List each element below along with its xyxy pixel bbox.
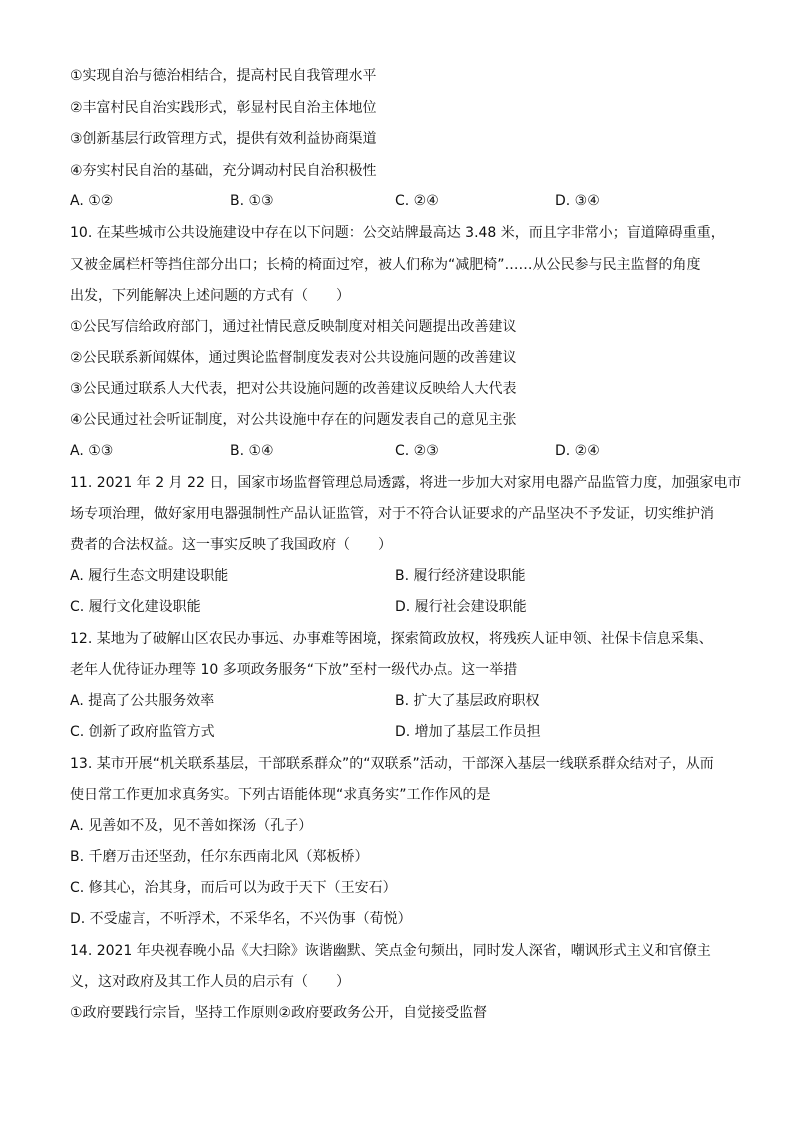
q10-item-1: ①公民写信给政府部门，通过社情民意反映制度对相关问题提出改善建议	[70, 319, 517, 335]
q13-option-d: D. 不受虚言，不听浮术，不采华名，不兴伪事（荀悦）	[70, 911, 412, 927]
q9-item-4: ④夯实村民自治的基础，充分调动村民自治积极性	[70, 163, 377, 179]
q13-option-c: C. 修其心，治其身，而后可以为政于天下（王安石）	[70, 880, 397, 896]
q10-item-3: ③公民通过联系人大代表，把对公共设施问题的改善建议反映给人大代表	[70, 381, 517, 397]
q13-option-a: A. 见善如不及，见不善如探汤（孔子）	[70, 818, 313, 834]
q11-option-a: A. 履行生态文明建设职能	[70, 568, 229, 584]
q11-option-b: B. 履行经济建设职能	[395, 568, 526, 584]
q10-option-b: B. ①④	[230, 443, 274, 459]
q10-option-c: C. ②③	[395, 443, 439, 459]
q10-stem-line-3: 出发，下列能解决上述问题的方式有（ ）	[70, 288, 350, 304]
q13-stem-line-2: 使日常工作更加求真务实。下列古语能体现“求真务实”工作作风的是	[70, 787, 491, 803]
q10-item-2: ②公民联系新闻媒体，通过舆论监督制度发表对公共设施问题的改善建议	[70, 350, 517, 366]
q12-option-c: C. 创新了政府监管方式	[70, 724, 215, 740]
q13-stem-line-1: 13. 某市开展“机关联系基层，干部联系群众”的“双联系”活动，干部深入基层一线联系群众结对子，从而	[70, 756, 714, 772]
q12-stem-line-1: 12. 某地为了破解山区农民办事远、办事难等困境，探索简政放权，将残疾人证申领、社保卡信息采集、	[70, 631, 713, 647]
q10-item-4: ④公民通过社会听证制度，对公共设施中存在的问题发表自己的意见主张	[70, 412, 517, 428]
q11-stem-line-1: 11. 2021 年 2 月 22 日，国家市场监督管理总局透露，将进一步加大对家用电器产品监管力度，加强家电市	[70, 475, 742, 491]
q10-stem-line-2: 又被金属栏杆等挡住部分出口；长椅的椅面过窄，被人们称为“减肥椅”……从公民参与民主监督的角度	[70, 257, 701, 273]
q9-option-c: C. ②④	[395, 193, 439, 209]
q9-option-b: B. ①③	[230, 193, 274, 209]
q9-item-3: ③创新基层行政管理方式，提供有效利益协商渠道	[70, 131, 377, 147]
q12-option-b: B. 扩大了基层政府职权	[395, 693, 540, 709]
q12-stem-line-2: 老年人优待证办理等 10 多项政务服务“下放”至村一级代办点。这一举措	[70, 662, 518, 678]
q12-option-d: D. 增加了基层工作员担	[395, 724, 541, 740]
q10-option-a: A. ①③	[70, 443, 114, 459]
q11-stem-line-2: 场专项治理，做好家用电器强制性产品认证监管，对于不符合认证要求的产品坚决不予发证，切实维护消	[70, 506, 714, 522]
q9-item-1: ①实现自治与德治相结合，提高村民自我管理水平	[70, 68, 377, 84]
q10-option-d: D. ②④	[555, 443, 600, 459]
q11-stem-line-3: 费者的合法权益。这一事实反映了我国政府（ ）	[70, 537, 392, 553]
q10-stem-line-1: 10. 在某些城市公共设施建设中存在以下问题：公交站牌最高达 3.48 米，而且字非常小；盲道障碍重重，	[70, 225, 725, 241]
q9-option-a: A. ①②	[70, 193, 114, 209]
q14-stem-line-2: 义，这对政府及其工作人员的启示有（ ）	[70, 974, 350, 990]
q11-option-c: C. 履行文化建设职能	[70, 599, 201, 615]
q12-option-a: A. 提高了公共服务效率	[70, 693, 215, 709]
q13-option-b: B. 千磨万击还坚劲，任尔东西南北风（郑板桥）	[70, 849, 369, 865]
q9-option-d: D. ③④	[555, 193, 600, 209]
q14-item-1: ①政府要践行宗旨，坚持工作原则②政府要政务公开，自觉接受监督	[70, 1005, 488, 1021]
q11-option-d: D. 履行社会建设职能	[395, 599, 527, 615]
q9-item-2: ②丰富村民自治实践形式，彰显村民自治主体地位	[70, 100, 377, 116]
q14-stem-line-1: 14. 2021 年央视春晚小品《大扫除》诙谐幽默、笑点金句频出，同时发人深省，嘲讽形式主义和官僚主	[70, 943, 711, 959]
